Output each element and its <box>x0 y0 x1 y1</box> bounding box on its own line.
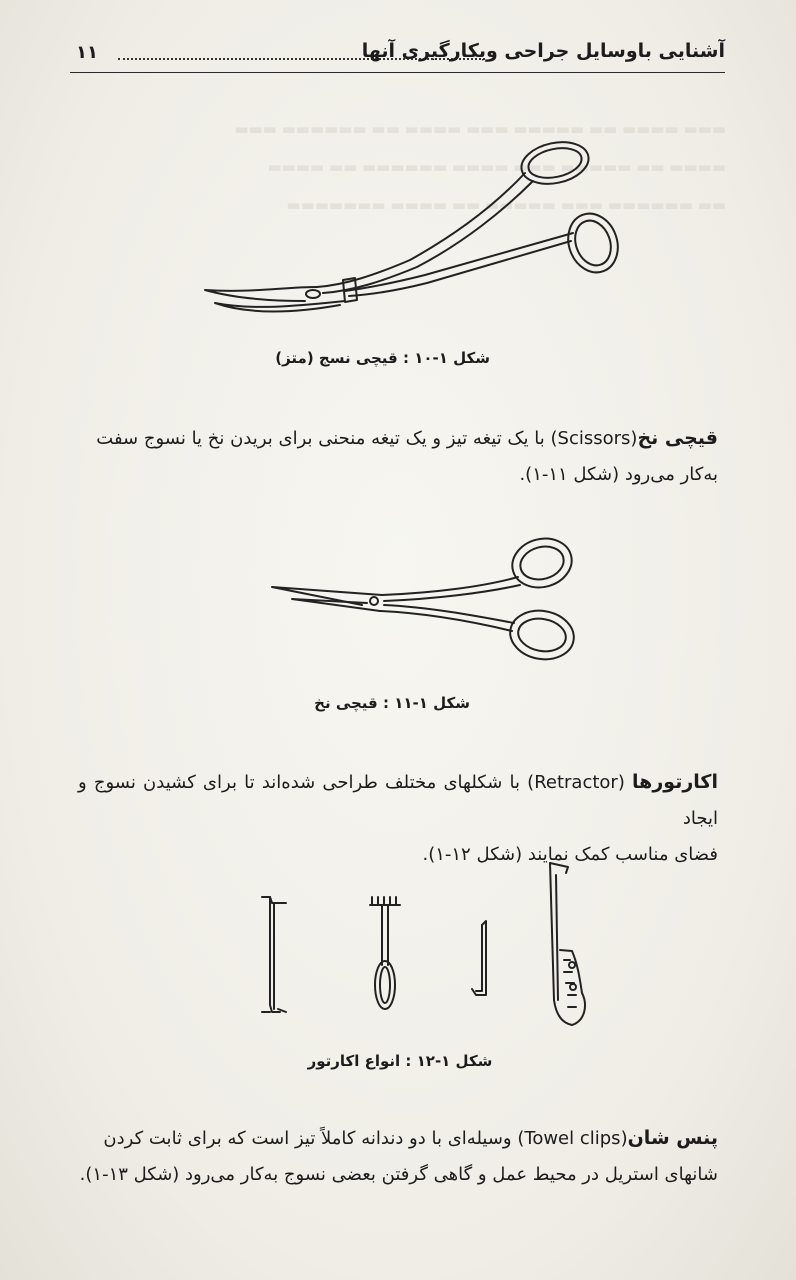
bleed-through-text: ▬▬▬ ▬▬▬▬ ▬▬ ▬▬▬▬▬ ▬▬▬ ▬▬▬▬ ▬▬ ▬▬▬▬▬▬ ▬▬▬ ▬▬▬▬ ▬▬ ▬▬▬▬▬ ▬▬▬ ▬▬▬▬ ▬▬▬▬▬▬ ▬▬ ▬▬▬▬ ▬▬ ▬▬▬▬▬▬ ▬▬▬ ▬▬▬▬▬ ▬▬ ▬▬▬▬ ▬▬▬▬▬▬▬ <box>234 120 726 214</box>
latin-term: (Towel clips) <box>517 1128 628 1149</box>
term: پنس شان <box>627 1127 718 1149</box>
text-line: شانهای استریل در محیط عمل و گاهی گرفتن بعضی نسوج به‌کار می‌رود (شکل ۱۳-۱). <box>79 1164 718 1185</box>
text-line: فضای مناسب کمک نمایند (شکل ۱۲-۱). <box>422 844 718 865</box>
figure-caption: شکل ۱-۱۰ : قیچی نسج (متز) <box>275 349 490 367</box>
text-line: با شکلهای مختلف طراحی شده‌اند تا برای کشیدن نسوج و ایجاد <box>78 772 718 829</box>
term: اکارتورها <box>632 771 718 793</box>
latin-term: (Scissors) <box>550 428 638 449</box>
figure-caption: شکل ۱-۱۱ : قیچی نخ <box>314 694 470 712</box>
term: قیچی نخ <box>637 427 718 449</box>
paragraph-suture-scissors <box>78 420 718 493</box>
figure-caption: شکل ۱-۱۲ : انواع اکارتور <box>307 1052 493 1070</box>
suture-scissors-drawing <box>262 525 592 665</box>
retractors-drawing <box>250 855 620 1035</box>
text-line: وسیله‌ای با دو دندانه کاملاً تیز است که برای ثابت کردن <box>103 1128 512 1149</box>
text-line: با یک تیغه تیز و یک تیغه منحنی برای بریدن نخ یا نسوج سفت <box>96 428 545 449</box>
running-title: آشنایی باوسایل جراحی وبکارگیری آنها <box>361 40 725 62</box>
paragraph-towel-clips <box>78 1120 718 1193</box>
page-number: ۱۱ <box>76 42 98 63</box>
metzenbaum-scissors-drawing <box>195 135 625 320</box>
text-line: به‌کار می‌رود (شکل ۱۱-۱). <box>519 464 718 485</box>
running-header <box>70 38 725 73</box>
latin-term: (Retractor) <box>527 772 625 793</box>
